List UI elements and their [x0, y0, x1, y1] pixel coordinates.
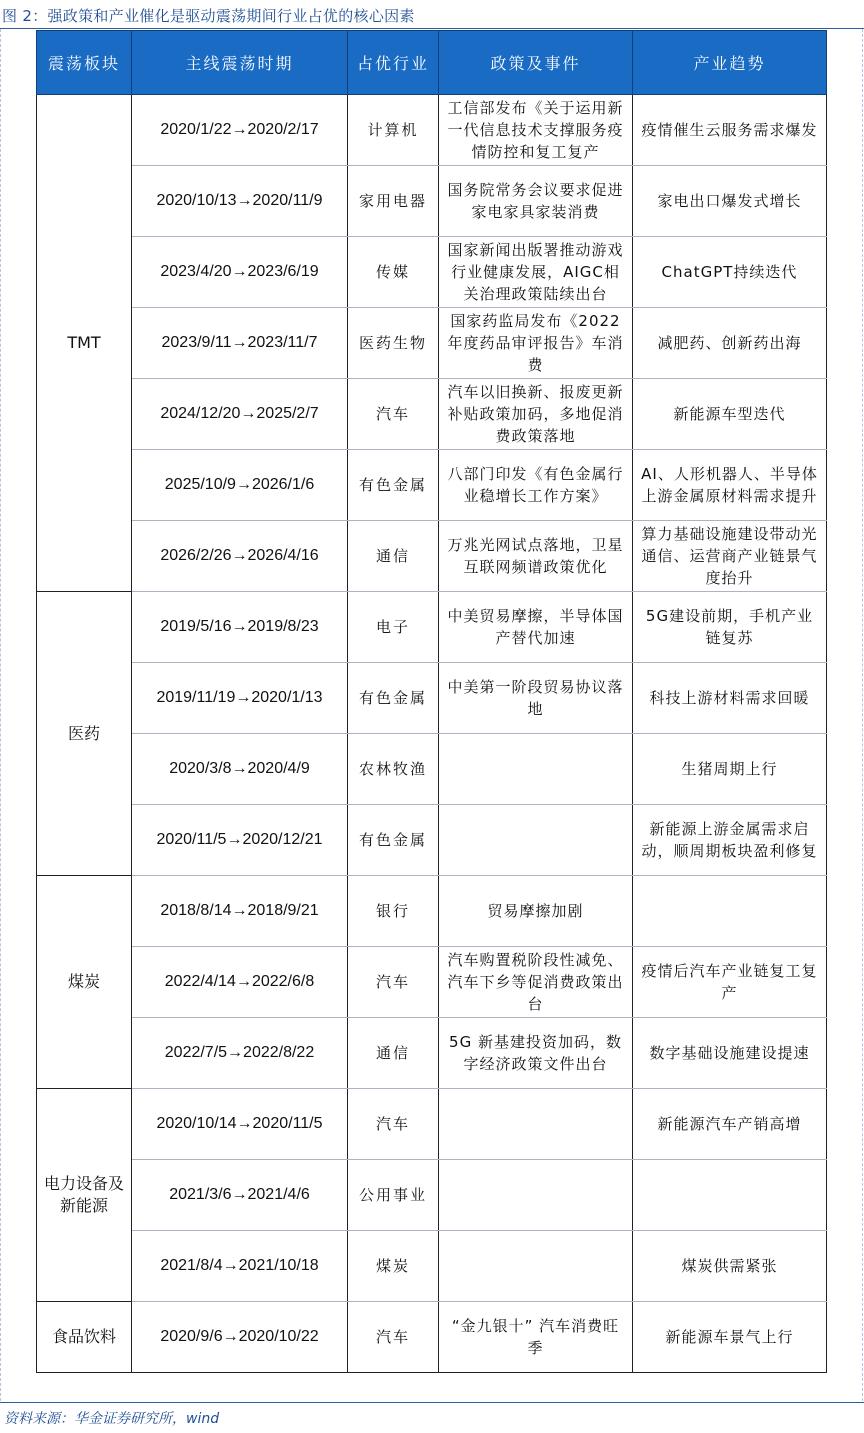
policy-cell: 中美贸易摩擦，半导体国产替代加速	[439, 592, 633, 663]
policy-cell: 汽车购置税阶段性减免、汽车下乡等促消费政策出台	[439, 947, 633, 1018]
table-row	[37, 592, 827, 663]
table-row	[37, 521, 827, 592]
table-row	[37, 450, 827, 521]
period-cell: 2023/4/20→2023/6/19	[132, 237, 348, 308]
sector-cell: 煤炭	[37, 876, 132, 1089]
industry-cell: 电子	[348, 592, 439, 663]
table-row	[37, 166, 827, 237]
sector-cell: 食品饮料	[37, 1302, 132, 1373]
policy-cell: 汽车以旧换新、报废更新补贴政策加码，多地促消费政策落地	[439, 379, 633, 450]
table-row	[37, 805, 827, 876]
trend-cell: ChatGPT持续迭代	[633, 237, 827, 308]
industry-cell: 汽车	[348, 379, 439, 450]
policy-cell	[439, 734, 633, 805]
figure-title: 图 2：强政策和产业催化是驱动震荡期间行业占优的核心因素	[2, 7, 415, 25]
right-border-guide	[862, 29, 863, 1401]
table-row	[37, 379, 827, 450]
policy-cell: 国务院常务会议要求促进家电家具家装消费	[439, 166, 633, 237]
trend-cell	[633, 876, 827, 947]
trend-cell: 煤炭供需紧张	[633, 1231, 827, 1302]
sector-cell: TMT	[37, 95, 132, 592]
trend-cell: 疫情后汽车产业链复工复产	[633, 947, 827, 1018]
left-border-guide	[0, 29, 1, 1401]
figure-title-bar	[0, 0, 864, 29]
industry-cell: 传媒	[348, 237, 439, 308]
policy-cell: 中美第一阶段贸易协议落地	[439, 663, 633, 734]
policy-cell	[439, 1089, 633, 1160]
trend-cell: 算力基础设施建设带动光通信、运营商产业链景气度抬升	[633, 521, 827, 592]
table-row	[37, 734, 827, 805]
policy-cell	[439, 1231, 633, 1302]
policy-cell: 工信部发布《关于运用新一代信息技术支撑服务疫情防控和复工复产	[439, 95, 633, 166]
trend-cell: 新能源车型迭代	[633, 379, 827, 450]
industry-cell: 通信	[348, 521, 439, 592]
industry-cell: 有色金属	[348, 450, 439, 521]
period-cell: 2020/11/5→2020/12/21	[132, 805, 348, 876]
period-cell: 2023/9/11→2023/11/7	[132, 308, 348, 379]
table-row	[37, 876, 827, 947]
table-row	[37, 308, 827, 379]
trend-cell: 新能源上游金属需求启动，顺周期板块盈利修复	[633, 805, 827, 876]
footer-divider	[0, 1402, 864, 1403]
table-row	[37, 237, 827, 308]
industry-cell: 农林牧渔	[348, 734, 439, 805]
period-cell: 2020/10/13→2020/11/9	[132, 166, 348, 237]
trend-cell: 生猪周期上行	[633, 734, 827, 805]
period-cell: 2019/11/19→2020/1/13	[132, 663, 348, 734]
period-cell: 2020/9/6→2020/10/22	[132, 1302, 348, 1373]
policy-cell: 八部门印发《有色金属行业稳增长工作方案》	[439, 450, 633, 521]
period-cell: 2024/12/20→2025/2/7	[132, 379, 348, 450]
column-header-industry: 占优行业	[348, 31, 439, 95]
industry-cell: 通信	[348, 1018, 439, 1089]
period-cell: 2026/2/26→2026/4/16	[132, 521, 348, 592]
source-note: 资料来源：华金证券研究所，wind	[4, 1411, 220, 1427]
trend-cell	[633, 1160, 827, 1231]
column-header-policy: 政策及事件	[439, 31, 633, 95]
period-cell: 2020/3/8→2020/4/9	[132, 734, 348, 805]
column-header-trend: 产业趋势	[633, 31, 827, 95]
policy-cell: “金九银十” 汽车消费旺季	[439, 1302, 633, 1373]
period-cell: 2020/1/22→2020/2/17	[132, 95, 348, 166]
period-cell: 2022/4/14→2022/6/8	[132, 947, 348, 1018]
trend-cell: 科技上游材料需求回暖	[633, 663, 827, 734]
industry-cell: 有色金属	[348, 663, 439, 734]
period-cell: 2021/3/6→2021/4/6	[132, 1160, 348, 1231]
industry-cell: 公用事业	[348, 1160, 439, 1231]
sector-cell: 医药	[37, 592, 132, 876]
industry-cell: 银行	[348, 876, 439, 947]
column-header-sector: 震荡板块	[37, 31, 132, 95]
period-cell: 2019/5/16→2019/8/23	[132, 592, 348, 663]
table-row	[37, 663, 827, 734]
table-row	[37, 1018, 827, 1089]
industry-cell: 汽车	[348, 1089, 439, 1160]
table-row	[37, 1089, 827, 1160]
table-body	[37, 95, 827, 1373]
table-row	[37, 95, 827, 166]
policy-cell: 国家新闻出版署推动游戏行业健康发展，AIGC相关治理政策陆续出台	[439, 237, 633, 308]
column-header-period: 主线震荡时期	[132, 31, 348, 95]
table-row	[37, 1231, 827, 1302]
industry-cell: 汽车	[348, 947, 439, 1018]
policy-cell	[439, 1160, 633, 1231]
period-cell: 2020/10/14→2020/11/5	[132, 1089, 348, 1160]
table-row	[37, 1302, 827, 1373]
table-row	[37, 947, 827, 1018]
industry-cell: 汽车	[348, 1302, 439, 1373]
industry-cell: 计算机	[348, 95, 439, 166]
policy-cell: 万兆光网试点落地，卫星互联网频谱政策优化	[439, 521, 633, 592]
period-cell: 2018/8/14→2018/9/21	[132, 876, 348, 947]
industry-cell: 医药生物	[348, 308, 439, 379]
policy-cell	[439, 805, 633, 876]
trend-cell: 数字基础设施建设提速	[633, 1018, 827, 1089]
trend-cell: 新能源汽车产销高增	[633, 1089, 827, 1160]
trend-cell: 疫情催生云服务需求爆发	[633, 95, 827, 166]
trend-cell: AI、人形机器人、半导体上游金属原材料需求提升	[633, 450, 827, 521]
trend-cell: 家电出口爆发式增长	[633, 166, 827, 237]
period-cell: 2025/10/9→2026/1/6	[132, 450, 348, 521]
period-cell: 2022/7/5→2022/8/22	[132, 1018, 348, 1089]
trend-cell: 5G建设前期，手机产业链复苏	[633, 592, 827, 663]
sector-cell: 电力设备及新能源	[37, 1089, 132, 1302]
industry-cell: 煤炭	[348, 1231, 439, 1302]
trend-cell: 新能源车景气上行	[633, 1302, 827, 1373]
industry-cell: 家用电器	[348, 166, 439, 237]
policy-cell: 国家药监局发布《2022年度药品审评报告》车消费	[439, 308, 633, 379]
table-row	[37, 1160, 827, 1231]
oscillation-industry-table	[36, 30, 827, 1373]
industry-cell: 有色金属	[348, 805, 439, 876]
table-header-row	[37, 31, 827, 95]
period-cell: 2021/8/4→2021/10/18	[132, 1231, 348, 1302]
trend-cell: 减肥药、创新药出海	[633, 308, 827, 379]
policy-cell: 5G 新基建投资加码，数字经济政策文件出台	[439, 1018, 633, 1089]
policy-cell: 贸易摩擦加剧	[439, 876, 633, 947]
